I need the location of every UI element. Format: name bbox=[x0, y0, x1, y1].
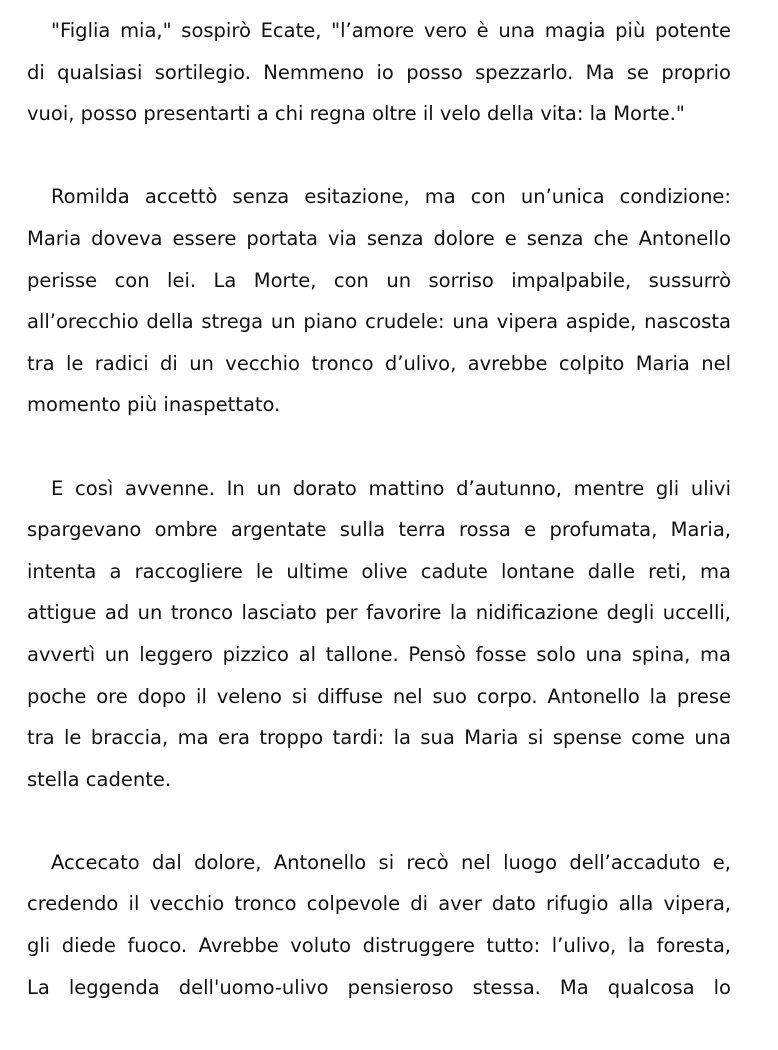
text-line: poche ore dopo il veleno si diffuse nel suo corpo. Antonello la prese bbox=[27, 684, 731, 708]
text-line: perisse con lei. La Morte, con un sorriso impalpabile, sussurrò bbox=[27, 268, 731, 292]
paragraph-avvenne bbox=[27, 468, 731, 801]
text-line: Romilda accettò senza esitazione, ma con un’unica condizione: bbox=[51, 185, 731, 209]
document-page bbox=[27, 10, 731, 1050]
text-line: all’orecchio della strega un piano crudele: una vipera aspide, nascosta bbox=[27, 310, 731, 334]
text-line: "Figlia mia," sospirò Ecate, "l’amore vero è una magia più potente bbox=[51, 19, 731, 42]
paragraph-ecate bbox=[27, 10, 731, 135]
text-line: stella cadente. bbox=[27, 767, 172, 791]
text-line: tra le braccia, ma era troppo tardi: la sua Maria si spense come una bbox=[27, 726, 731, 750]
text-line: credendo il vecchio tronco colpevole di aver dato rifugio alla vipera, bbox=[27, 892, 731, 916]
text-line: gli diede fuoco. Avrebbe voluto distruggere tutto: l’ulivo, la foresta, bbox=[27, 934, 731, 958]
text-line: La leggenda dell'uomo-ulivo pensieroso stessa. Ma qualcosa lo bbox=[27, 975, 731, 999]
text-line: intenta a raccogliere le ultime olive cadute lontane dalle reti, ma bbox=[27, 559, 731, 583]
text-line: E così avvenne. In un dorato mattino d’autunno, mentre gli ulivi bbox=[51, 476, 731, 500]
text-line: Maria doveva essere portata via senza dolore e senza che Antonello bbox=[27, 226, 731, 250]
text-line: spargevano ombre argentate sulla terra rossa e profumata, Maria, bbox=[27, 518, 731, 542]
text-line: vuoi, posso presentarti a chi regna oltre il velo della vita: la Morte." bbox=[27, 102, 685, 126]
paragraph-accecato bbox=[27, 842, 731, 1008]
text-line: attigue ad un tronco lasciato per favorire la nidificazione degli uccelli, bbox=[27, 601, 731, 625]
text-line: tra le radici di un vecchio tronco d’ulivo, avrebbe colpito Maria nel bbox=[27, 351, 731, 375]
text-line: Accecato dal dolore, Antonello si recò nel luogo dell’accaduto e, bbox=[51, 850, 731, 874]
paragraph-romilda bbox=[27, 176, 731, 426]
text-line: di qualsiasi sortilegio. Nemmeno io posso spezzarlo. Ma se proprio bbox=[27, 60, 731, 84]
text-line: avvertì un leggero pizzico al tallone. Pensò fosse solo una spina, ma bbox=[27, 642, 731, 666]
text-line: momento più inaspettato. bbox=[27, 393, 281, 417]
